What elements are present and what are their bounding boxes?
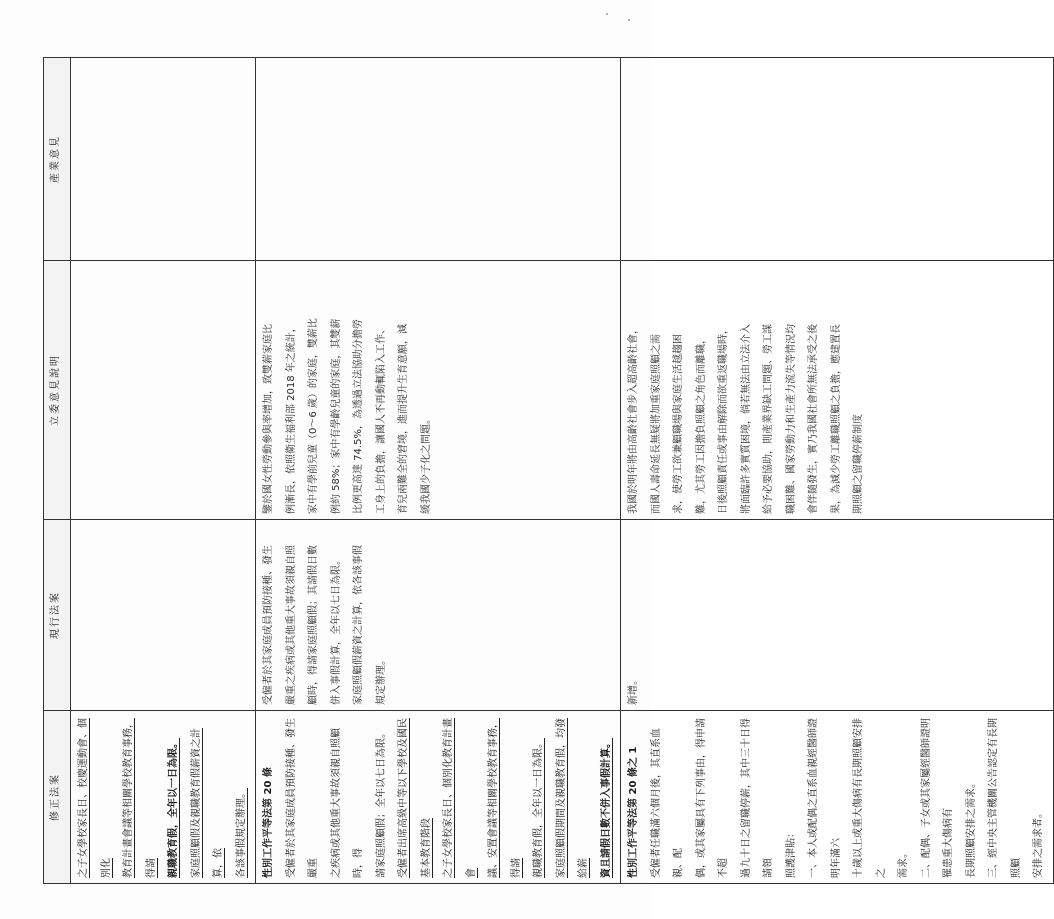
text-line: 而國人壽命延長無疑將加重家庭照顧之需 — [650, 334, 662, 514]
text-line: 家庭照顧假薪資之計算，依各該事假 — [353, 545, 364, 705]
text-line: 性別工作平等法第 20 條之 1 — [628, 746, 639, 878]
text-line: 受僱者於其家庭成員預防接種、發生嚴重 — [285, 718, 319, 878]
text-line: 受僱者出席高級中等以下學校及國民基本教育階段 — [398, 718, 432, 878]
amend-cell — [256, 711, 621, 884]
text-line: 職困難、國家勞動力和生產力流失等情況均 — [785, 324, 797, 514]
opinion-cell — [256, 261, 621, 520]
text-line: 議、安置會議等相關學校教育事務，得請 — [488, 718, 522, 878]
text-line: 受僱者任職滿六個月後，其直系血親、配 — [650, 728, 684, 878]
text-line: 會伴隨發生，實乃我國社會所無法承受之後 — [808, 324, 819, 514]
amend-cell — [621, 711, 1054, 884]
text-line: 需求。 — [898, 848, 909, 878]
text-line: 給予必要協助，則產業界缺工問題、勞工謀 — [763, 324, 774, 514]
text-line: 我國於明年將由高齡社會步入超高齡社會， — [628, 324, 639, 514]
text-line: 長期照顧安排之需求。 — [965, 778, 977, 878]
current-cell — [71, 520, 256, 711]
text-line: 請家庭照顧假；全年以七日為限。 — [375, 728, 387, 878]
comparison-table — [43, 57, 1054, 884]
industry-cell — [256, 58, 621, 261]
amend-cell — [71, 711, 256, 884]
text-line: 果，為減少勞工離職照顧之負擔，應建置長 — [830, 324, 842, 514]
text-line: 期照顧之留職停薪制度 — [853, 414, 864, 514]
text-line: 家庭照顧假及親職教育假薪資之計算，依 — [190, 728, 224, 878]
opinion-cell — [71, 261, 256, 520]
opinion-cell — [621, 261, 1054, 520]
text-line: 十歲以上或重大傷病有長期照顧安排之 — [853, 718, 887, 878]
text-line: 資且請假日數不併入事假計算。 — [600, 738, 612, 878]
text-line: 安排之需求者。 — [1033, 808, 1044, 878]
industry-cell — [71, 58, 256, 261]
text-line: 家中有學前兒童（0～6 歲）的家庭，雙薪比 — [308, 318, 319, 514]
current-cell — [256, 520, 621, 711]
text-line: 育兒兩難全的窘境，進而提升生育意願，減 — [398, 324, 409, 514]
current-cell — [621, 520, 1054, 711]
text-line: 例約 58%；家中有學齡兒童的家庭，其雙薪 — [330, 318, 342, 514]
text-line: 工身上的負擔，讓國人不再動輒陷入工作、 — [375, 324, 387, 514]
scan-speck — [628, 19, 630, 21]
rotated-table-sheet — [43, 58, 1044, 884]
text-line: 三、經中央主管機關公告認定有長期照顧 — [988, 718, 1022, 878]
text-line: 併入事假計算，全年以七日為限。 — [330, 555, 342, 705]
header-row — [44, 58, 71, 884]
text-line: 受僱者於其家庭成員預防接種、發生 — [263, 545, 274, 705]
text-line: 規定辦理。 — [375, 655, 387, 705]
scan-speck — [606, 13, 608, 15]
text-line: 之子女學校家長日、校慶運動會、個別化 — [78, 718, 112, 878]
text-line: 求，使勞工欲兼顧職場與家庭生活越趨困 — [673, 334, 684, 514]
text-line: 比例更高達 74.5%，為透過立法協助分擔勞 — [353, 319, 364, 514]
header-amended-law: 修正法案 — [44, 711, 71, 884]
table-row — [71, 58, 256, 884]
table-row — [621, 58, 1054, 884]
text-line: 照護津貼： — [785, 828, 797, 878]
text-line: 性別工作平等法第 20 條 — [263, 767, 274, 878]
text-line: 一、本人或配偶之直系血親經醫師證明年滿六 — [808, 718, 842, 878]
text-line: 過九十日之留職停薪，其中三十日得請領 — [740, 718, 774, 878]
text-line: 之子女學校家長日、個別化教育計畫會 — [443, 718, 477, 878]
text-line: 將面臨許多實質困境，倘若無法由立法介入 — [740, 324, 752, 514]
header-legislator-opinion: 立委意見說明 — [44, 261, 71, 520]
text-line: 例漸長，依照衛生福利部 2018 年之統計， — [285, 322, 297, 514]
text-line: 各該事假規定辦理。 — [235, 788, 247, 878]
industry-cell — [621, 58, 1054, 261]
text-line: 親職教育假，全年以一日為限。 — [533, 738, 544, 878]
text-line: 難，尤其勞工因擔負照顧之角色而離職， — [695, 334, 707, 514]
header-current-law: 現行法案 — [44, 520, 71, 711]
text-line: 嚴重之疾病或其他重大事故須親自照 — [285, 545, 297, 705]
text-line: 緩我國少子化之問題。 — [420, 414, 432, 514]
text-line: 親職教育假，全年以一日為限。 — [168, 738, 179, 878]
text-line: 家庭照顧假期間及親職教育假，均發給薪 — [555, 718, 589, 878]
text-line: 顧時，得請家庭照顧假；其請假日數 — [308, 545, 319, 705]
text-line: 二、配偶、子女或其家屬經醫師證明罹患重大傷病有 — [920, 718, 954, 878]
text-line: 鑒於國女性勞動參與率增加，致雙薪家庭比 — [263, 324, 274, 514]
text-line: 教育計畫會議等相關學校教育事務，得請 — [123, 718, 157, 878]
header-industry-opinion: 產業意見 — [44, 58, 71, 261]
text-line: 偶，或其家屬具有下列事由，得申請不超 — [695, 718, 729, 878]
text-line: 新增。 — [628, 675, 639, 705]
table-row — [256, 58, 621, 884]
text-line: 日後照顧責任或事由解除而欲重返職場時， — [718, 324, 729, 514]
text-line: 之疾病或其他重大事故須親自照顧時，得 — [330, 728, 364, 878]
